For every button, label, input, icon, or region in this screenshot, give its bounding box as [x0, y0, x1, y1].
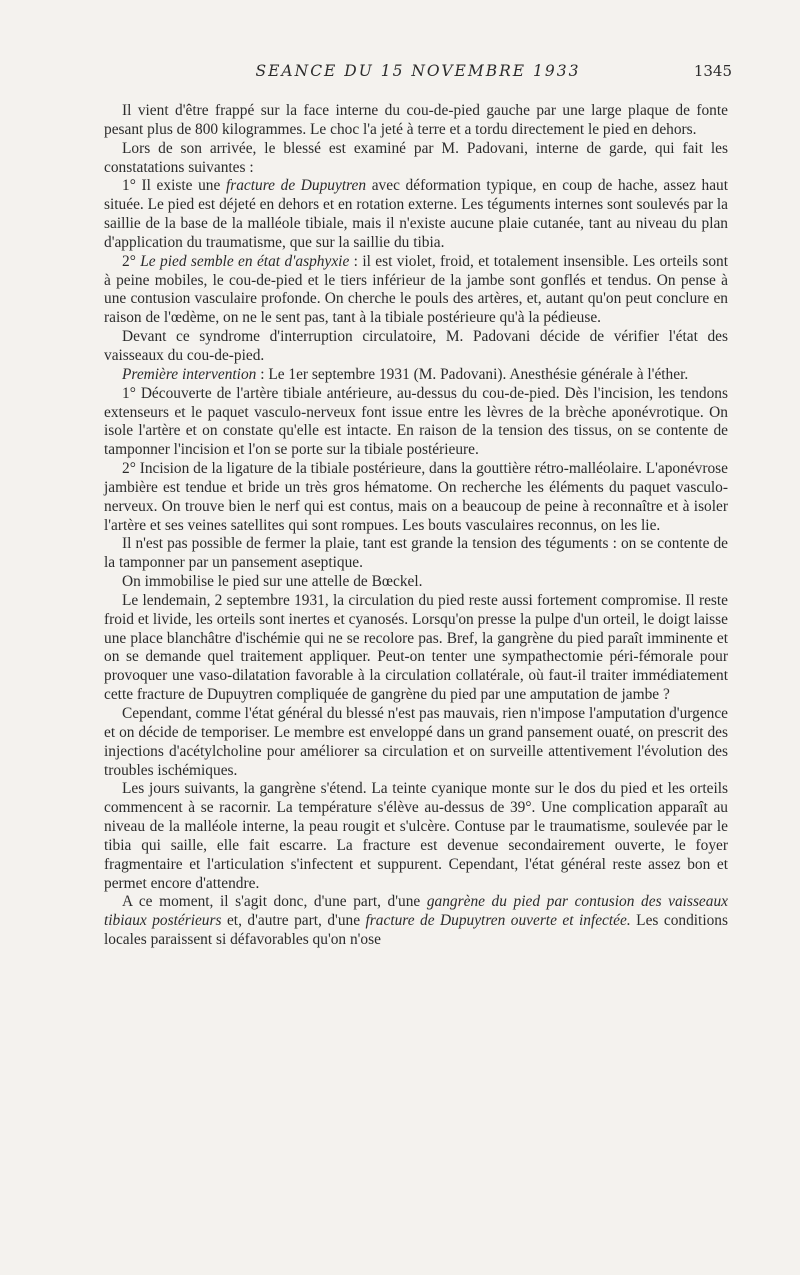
italic-text: fracture de Dupuytren ouverte et infectée. [365, 912, 631, 930]
text-segment: A ce moment, il s'agit donc, d'une part, d'une [122, 893, 427, 911]
paragraph [104, 893, 728, 950]
text-segment: 2° [122, 252, 141, 270]
body-text [104, 102, 728, 950]
text-segment: : Le 1er septembre 1931 (M. Padovani). Anesthésie générale à l'éther. [256, 365, 689, 383]
text-segment: Devant ce syndrome d'interruption circulatoire, M. Padovani décide de vérifier l'état des vaisseaux du cou-de-pied. [104, 328, 728, 364]
text-segment: Les jours suivants, la gangrène s'étend. La teinte cyanique monte sur le dos du pied et les orteils commencent à se racornir. La température s'élève au-dessus de 39°. Une complication apparaît au niveau de la malléole interne, la peau rougit et s'ulcère. Contuse par le traumatisme, soulevée par le tibia qui saille, elle fait escarre. La fracture est devenue secondairement ouverte, le foyer fragmentaire et l'articulation s'infectent et suppurent. Cependant, l'état général reste assez bon et permet encore d'attendre. [104, 780, 728, 892]
paragraph [104, 385, 728, 460]
text-segment: 1° Il existe une [122, 177, 226, 195]
text-segment: : il est violet, froid, et totalement insensible. Les orteils sont à peine mobiles, le cou-de-pied et le tiers inférieur de la jambe sont gonflés et tendus. On pense à une contusion vasculaire profonde. On cherche le pouls des artères, et, autant qu'on peut conclure en raison de l'œdème, on ne le sent pas, tant à la tibiale postérieure qu'à la pédieuse. [104, 252, 728, 327]
italic-text: Première intervention [122, 365, 257, 383]
text-segment: et, d'autre part, d'une [221, 912, 366, 930]
text-segment: Il vient d'être frappé sur la face interne du cou-de-pied gauche par une large plaque de fonte pesant plus de 800 kilogrammes. Le choc l'a jeté à terre et a tordu directement le pied en dehors. [104, 102, 728, 138]
text-segment: Il n'est pas possible de fermer la plaie, tant est grande la tension des téguments : on se contente de la tamponner par un pansement aseptique. [104, 535, 728, 572]
paragraph [104, 328, 728, 366]
paragraph [104, 705, 728, 780]
paragraph [104, 535, 728, 573]
paragraph [104, 140, 728, 178]
text-segment: avec déformation typique, en coup de hache, assez haut située. Le pied est déjeté en dehors et en rotation externe. Les téguments internes sont soulevés par la saillie de la base de la malléole tibiale, mais il n'existe aucune plaie cutanée, tant au niveau du plan d'application du traumatisme, que sur la saillie du tibia. [104, 177, 728, 251]
italic-text: gangrène du pied par contusion des vaisseaux tibiaux postérieurs [104, 893, 728, 930]
running-title: SEANCE DU 15 NOVEMBRE 1933 [255, 62, 581, 80]
page-header [104, 62, 732, 84]
page-number: 1345 [693, 62, 732, 80]
paragraph [104, 102, 728, 140]
paragraph [104, 592, 728, 705]
paragraph [104, 366, 728, 385]
paragraph [104, 780, 728, 893]
paragraph [104, 460, 728, 535]
text-segment: 2° Incision de la ligature de la tibiale postérieure, dans la gouttière rétro-malléolaire. L'aponévrose jambière est tendue et bride un très gros hématome. On recherche les éléments du paquet vasculo-nerveux. On trouve bien le nerf qui est contus, mais on a beaucoup de peine à reconnaître et à isoler l'artère et ses veines satellites qui sont rompues. Les bouts vasculaires reconnus, on les lie. [104, 460, 728, 534]
italic-text: Le pied semble en état d'asphyxie [140, 252, 350, 270]
paragraph [104, 573, 728, 592]
text-segment: Lors de son arrivée, le blessé est examiné par M. Padovani, interne de garde, qui fait les constatations suivantes : [104, 139, 728, 176]
text-segment: On immobilise le pied sur une attelle de Bœckel. [122, 573, 423, 591]
text-segment: Cependant, comme l'état général du blessé n'est pas mauvais, rien n'impose l'amputation d'urgence et on décide de temporiser. Le membre est enveloppé dans un grand pansement ouaté, on prescrit des injections d'acétylcholine pour améliorer sa circulation et on surveille attentivement l'évolution des troubles ischémiques. [104, 705, 728, 779]
text-segment: 1° Découverte de l'artère tibiale antérieure, au-dessus du cou-de-pied. Dès l'incision, les tendons extenseurs et le paquet vasculo-nerveux font issue entre les lèvres de la brèche aponévrotique. On isole l'artère et on constate qu'elle est intacte. En raison de la tension des tissus, on se contente de tamponner l'incision et l'on se porte sur la tibiale postérieure. [104, 384, 728, 459]
text-segment: Le lendemain, 2 septembre 1931, la circulation du pied reste aussi fortement compromise. Il reste froid et livide, les orteils sont inertes et cyanosés. Lorsqu'on presse la pulpe d'un orteil, le doigt laisse une place blanchâtre d'ischémie qui ne se recolore pas. Bref, la gangrène du pied paraît imminente et on se demande quel traitement appliquer. Peut-on tenter une sympathectomie péri-fémorale pour provoquer une vaso-dilatation favorable à la circulation collatérale, où faut-il traiter immédiatement cette fracture de Dupuytren compliquée de gangrène du pied par une amputation de jambe ? [104, 591, 728, 704]
paragraph [104, 253, 728, 328]
text-segment: Les conditions locales paraissent si défavorables qu'on n'ose [104, 912, 728, 949]
italic-text: fracture de Dupuytren [225, 177, 367, 195]
paragraph [104, 177, 728, 252]
